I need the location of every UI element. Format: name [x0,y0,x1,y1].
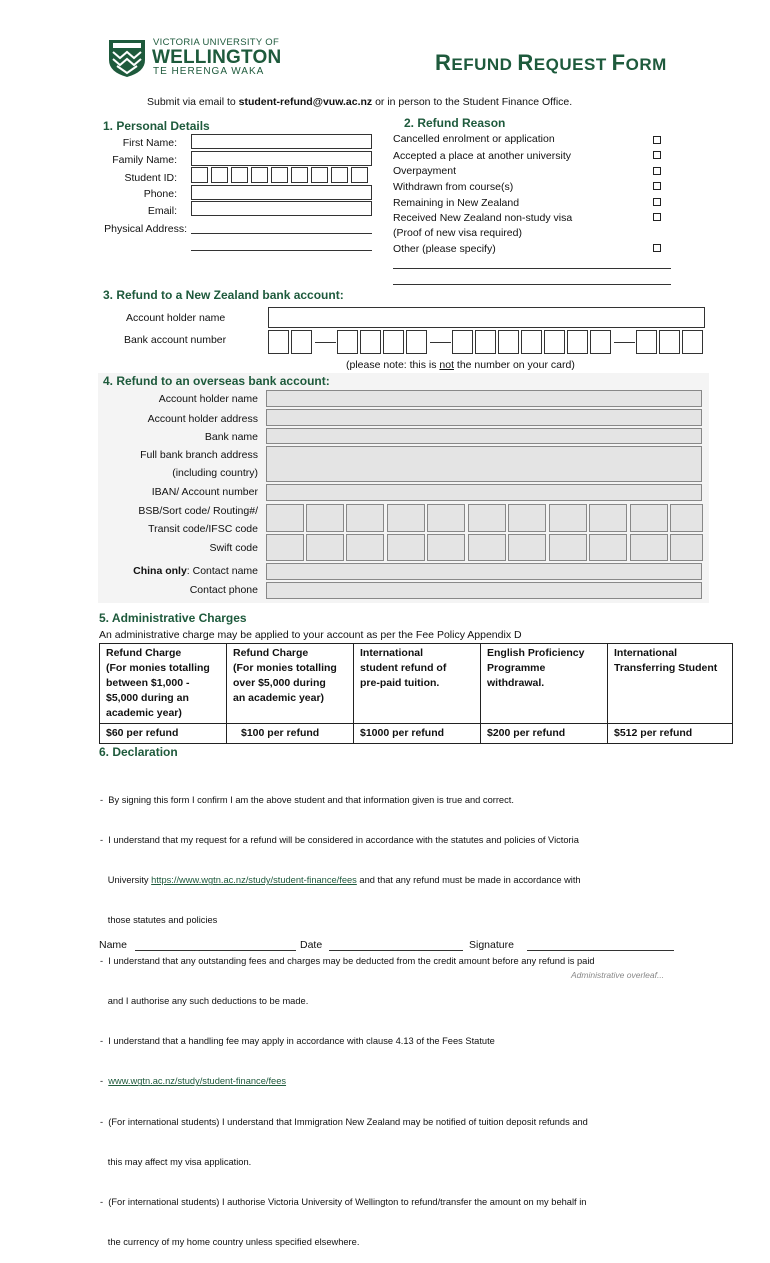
checkbox-remaining[interactable] [653,198,661,206]
declaration-text-part: - [100,1076,109,1087]
os-contact-phone-label: Contact phone [189,584,258,596]
cell-line: academic year) [106,707,182,719]
university-logo [107,38,292,78]
fees-link[interactable]: https://www.wgtn.ac.nz/study/student-finance/fees [151,875,357,886]
bank-digit[interactable] [406,330,427,354]
address-line[interactable] [191,233,372,234]
note-text: the number on your card) [454,359,575,371]
swift-digit[interactable] [427,534,465,561]
charge-amount-5: $512 per refund [608,724,733,744]
bsb-digit[interactable] [589,504,627,532]
cell-line: Refund Charge [106,647,182,659]
signature-label: Signature [469,939,514,951]
charge-header-4 [481,644,608,724]
bank-digit[interactable] [659,330,680,354]
reason-withdrawn: Withdrawn from course(s) [393,181,514,193]
charge-amount-1: $60 per refund [100,724,227,744]
declaration-line: the currency of my home country unless specified elsewhere. [100,1237,360,1248]
os-china-contact-label [133,565,258,577]
footer-note: Administrative overleaf... [571,970,665,980]
declaration-text-part: and that any refund must be made in accordance with [356,875,581,886]
swift-digit[interactable] [630,534,668,561]
first-name-field[interactable] [191,134,372,149]
nz-holder-field[interactable] [268,307,705,328]
family-name-field[interactable] [191,151,372,166]
title-letter: R [435,50,452,75]
declaration-line [100,1075,700,1088]
bank-digit[interactable] [682,330,703,354]
bank-digit[interactable] [360,330,381,354]
name-label: Name [99,939,128,951]
china-only-text: China only [133,565,187,577]
student-id-digit[interactable] [251,167,268,183]
bank-digit[interactable] [544,330,565,354]
bank-digit[interactable] [567,330,588,354]
bsb-digit[interactable] [346,504,384,532]
title-letter: R [517,50,534,75]
other-specify-line[interactable] [393,268,671,269]
swift-digit[interactable] [306,534,344,561]
logo-top-text: VICTORIA UNIVERSITY OF [153,37,280,48]
os-iban-field[interactable] [266,484,702,501]
title-word: ORM [625,55,667,74]
charge-amount-4: $200 per refund [481,724,608,744]
checkbox-other[interactable] [653,244,661,252]
swift-digit[interactable] [468,534,506,561]
declaration-text [100,767,700,1263]
os-bank-label: Bank name [204,431,258,443]
admin-charges-table [99,643,733,744]
os-swift-boxes [266,534,703,561]
cell-line: (For monies totalling [106,662,210,674]
bank-digit[interactable] [475,330,496,354]
bank-dash [315,342,336,343]
declaration-text-part: University [100,875,152,886]
swift-digit[interactable] [670,534,703,561]
student-id-digit[interactable] [271,167,288,183]
declaration-line: and I authorise any such deductions to be made. [100,995,309,1006]
student-id-digit[interactable] [351,167,368,183]
nz-account-note [346,359,575,371]
bank-digit[interactable] [291,330,312,354]
declaration-line: - I understand that my request for a refund will be considered in accordance with the statutes and policies of Victoria [100,835,579,846]
os-swift-label: Swift code [209,542,258,554]
declaration-line: this may affect my visa application. [100,1156,252,1167]
swift-digit[interactable] [589,534,627,561]
other-specify-line[interactable] [393,284,671,285]
reason-visa-proof: (Proof of new visa required) [393,227,522,239]
cell-line: Transferring Student [614,662,718,674]
family-name-label: Family Name: [112,154,177,166]
bsb-digit[interactable] [306,504,344,532]
cell-line: student refund of [360,662,447,674]
checkbox-overpayment[interactable] [653,167,661,175]
section-refund-reason: 2. Refund Reason [404,116,506,130]
logo-sub-text: TE HERENGA WAKA [153,66,265,77]
section-overseas-bank: 4. Refund to an overseas bank account: [103,374,330,388]
charge-header-5 [608,644,733,724]
cell-line: International [614,647,678,659]
title-word: EFUND [451,55,513,74]
nz-holder-label: Account holder name [126,312,226,324]
title-word: EQUEST [533,55,607,74]
bank-digit[interactable] [452,330,473,354]
bank-digit[interactable] [636,330,657,354]
charge-amount-2: $100 per refund [227,724,354,744]
charge-header-1 [100,644,227,724]
student-id-digit[interactable] [291,167,308,183]
declaration-line: - (For international students) I authorise Victoria University of Wellington to refund/transfer the amount on my behalf in [100,1197,587,1207]
cell-line: Programme [487,662,546,674]
bank-digit[interactable] [521,330,542,354]
contact-name-text: : Contact name [186,565,258,577]
charge-header-2 [227,644,354,724]
note-text: (please note: this is [346,359,440,371]
bank-digit[interactable] [498,330,519,354]
submit-instructions [147,96,572,108]
charge-header-3 [354,644,481,724]
bank-digit[interactable] [590,330,611,354]
bank-digit[interactable] [337,330,358,354]
address-label: Physical Address: [104,223,187,235]
admin-intro: An administrative charge may be applied to your account as per the Fee Policy Appendix D [99,629,522,641]
swift-digit[interactable] [508,534,546,561]
student-id-boxes [191,167,373,183]
email-field[interactable] [191,201,372,216]
phone-field[interactable] [191,185,372,200]
reason-accepted: Accepted a place at another university [393,150,572,162]
note-emphasis: not [439,359,454,371]
os-transit-label: Transit code/IFSC code [148,523,258,535]
logo-main-text: WELLINGTON [152,47,282,68]
table-row [100,644,733,724]
section-admin-charges: 5. Administrative Charges [99,611,247,625]
bank-dash [614,342,635,343]
table-row [100,724,733,744]
address-line[interactable] [191,250,372,251]
declaration-line: - By signing this form I confirm I am the above student and that information given is true and correct. [100,794,514,805]
bsb-digit[interactable] [549,504,587,532]
os-holder-label: Account holder name [158,393,258,405]
os-branch-field[interactable] [266,446,702,482]
intro-text: Submit via email to [147,96,239,108]
bank-digit[interactable] [268,330,289,354]
os-bsb-boxes [266,504,703,532]
os-address-label: Account holder address [147,413,258,425]
cell-line: (For monies totalling [233,662,337,674]
declaration-line: - I understand that a handling fee may apply in accordance with clause 4.13 of the Fees Statute [100,1036,495,1047]
reason-visa: Received New Zealand non-study visa [393,212,573,224]
section-personal-details: 1. Personal Details [103,119,210,133]
fees-link-short[interactable]: www.wgtn.ac.nz/study/student-finance/fees [108,1076,287,1087]
checkbox-withdrawn[interactable] [653,182,661,190]
reason-other: Other (please specify) [393,243,496,255]
section-declaration: 6. Declaration [99,745,178,759]
charge-amount-3: $1000 per refund [354,724,481,744]
cell-line: Refund Charge [233,647,309,659]
os-holder-field[interactable] [266,390,702,407]
first-name-label: First Name: [122,137,177,149]
title-letter: F [611,50,626,75]
nz-account-number-boxes [268,330,706,354]
checkbox-visa[interactable] [653,213,661,221]
cell-line: withdrawal. [487,677,545,689]
name-line[interactable] [135,950,296,951]
declaration-line: - I understand that any outstanding fees and charges may be deducted from the credit amount before any refund is paid [100,955,595,966]
reason-overpayment: Overpayment [393,165,457,177]
student-id-digit[interactable] [211,167,228,183]
os-contact-phone-field[interactable] [266,582,702,599]
bsb-digit[interactable] [427,504,465,532]
cell-line: English Proficiency [487,647,585,659]
bsb-digit[interactable] [266,504,304,532]
date-label: Date [300,939,323,951]
cell-line: pre-paid tuition. [360,677,440,689]
os-branch-country-label: (including country) [172,467,258,479]
bsb-digit[interactable] [670,504,703,532]
section-nz-bank: 3. Refund to a New Zealand bank account: [103,288,344,302]
student-id-digit[interactable] [311,167,328,183]
os-bsb-label: BSB/Sort code/ Routing#/ [138,505,258,517]
student-id-label: Student ID: [124,172,177,184]
swift-digit[interactable] [549,534,587,561]
os-branch-label: Full bank branch address [140,449,258,461]
student-id-digit[interactable] [331,167,348,183]
declaration-line: - (For international students) I understand that Immigration New Zealand may be notified of tuition deposit refunds and [100,1116,588,1127]
cell-line: between $1,000 - [106,677,190,689]
crest-icon [107,38,147,78]
swift-digit[interactable] [387,534,425,561]
email-label: Email: [147,205,177,217]
os-iban-label: IBAN/ Account number [151,486,258,498]
os-bank-field[interactable] [266,428,702,444]
cell-line: $5,000 during an [106,692,189,704]
refund-email: student-refund@vuw.ac.nz [238,96,373,108]
declaration-line: those statutes and policies [100,915,218,926]
phone-label: Phone: [143,188,177,200]
cell-line: International [360,647,424,659]
bsb-digit[interactable] [630,504,668,532]
declaration-line [100,874,700,887]
student-id-digit[interactable] [231,167,248,183]
bsb-digit[interactable] [387,504,425,532]
checkbox-accepted[interactable] [653,151,661,159]
reason-remaining: Remaining in New Zealand [393,197,520,209]
bsb-digit[interactable] [508,504,546,532]
bsb-digit[interactable] [468,504,506,532]
date-line[interactable] [329,950,463,951]
student-id-digit[interactable] [191,167,208,183]
swift-digit[interactable] [346,534,384,561]
os-address-field[interactable] [266,409,702,426]
bank-dash [430,342,451,343]
nz-number-label: Bank account number [124,334,227,346]
swift-digit[interactable] [266,534,304,561]
bank-digit[interactable] [383,330,404,354]
form-title [435,50,667,76]
intro-text: or in person to the Student Finance Office. [372,96,573,108]
cell-line: over $5,000 during [233,677,326,689]
checkbox-cancelled[interactable] [653,136,661,144]
os-china-contact-field[interactable] [266,563,702,580]
reason-cancelled: Cancelled enrolment or application [393,133,555,145]
cell-line: an academic year) [233,692,325,704]
signature-line[interactable] [527,950,674,951]
